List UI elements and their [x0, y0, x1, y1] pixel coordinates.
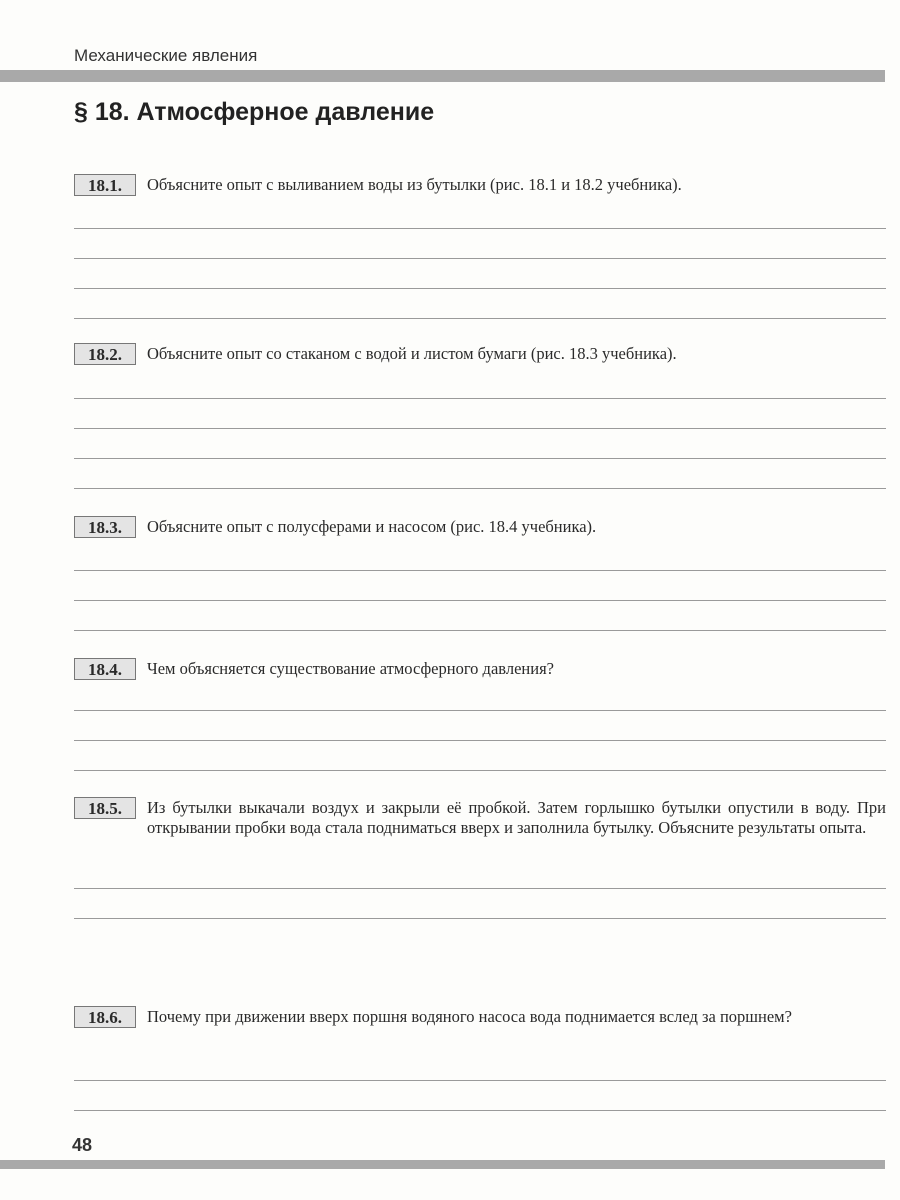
task-text: Почему при движении вверх поршня водяного насоса вода поднимается вслед за поршнем?: [147, 1007, 792, 1026]
answer-line[interactable]: [74, 228, 886, 229]
answer-line[interactable]: [74, 428, 886, 429]
page-number: 48: [72, 1135, 93, 1155]
task-18-4: [74, 658, 886, 679]
answer-line[interactable]: [74, 630, 886, 631]
answer-line[interactable]: [74, 570, 886, 571]
task-text: Объясните опыт с полусферами и насосом (рис. 18.4 учебника).: [147, 517, 597, 536]
task-number: 18.3.: [74, 516, 136, 538]
task-18-2: [74, 343, 886, 364]
task-number: 18.2.: [74, 343, 136, 365]
task-18-1: [74, 174, 886, 195]
task-number: 18.4.: [74, 658, 136, 680]
answer-line[interactable]: [74, 888, 886, 889]
header-bar: [0, 70, 885, 82]
task-18-6: [74, 1006, 886, 1027]
task-number: 18.5.: [74, 797, 136, 819]
answer-line[interactable]: [74, 740, 886, 741]
answer-line[interactable]: [74, 600, 886, 601]
task-text: Объясните опыт со стаканом с водой и листом бумаги (рис. 18.3 учебника).: [147, 344, 677, 363]
task-number: 18.1.: [74, 174, 136, 196]
task-text: Из бутылки выкачали воздух и закрыли её пробкой. Затем горлышко бутылки опустили в воду. При открывании пробки вода стала подниматься вверх и заполнила бутылку. Объясните результаты опыта.: [147, 798, 886, 837]
answer-line[interactable]: [74, 258, 886, 259]
answer-line[interactable]: [74, 1080, 886, 1081]
task-text: Объясните опыт с выливанием воды из бутылки (рис. 18.1 и 18.2 учебника).: [147, 175, 682, 194]
answer-line[interactable]: [74, 398, 886, 399]
running-header: Механические явления: [74, 46, 258, 65]
task-18-5: [74, 797, 886, 838]
answer-line[interactable]: [74, 710, 886, 711]
answer-line[interactable]: [74, 288, 886, 289]
section-title: § 18. Атмосферное давление: [74, 98, 435, 126]
answer-line[interactable]: [74, 770, 886, 771]
answer-line[interactable]: [74, 1110, 886, 1111]
answer-line[interactable]: [74, 458, 886, 459]
footer-bar: [0, 1160, 885, 1169]
task-18-3: [74, 516, 886, 537]
task-text: Чем объясняется существование атмосферного давления?: [147, 659, 554, 678]
answer-line[interactable]: [74, 488, 886, 489]
answer-line[interactable]: [74, 918, 886, 919]
task-number: 18.6.: [74, 1006, 136, 1028]
answer-line[interactable]: [74, 318, 886, 319]
